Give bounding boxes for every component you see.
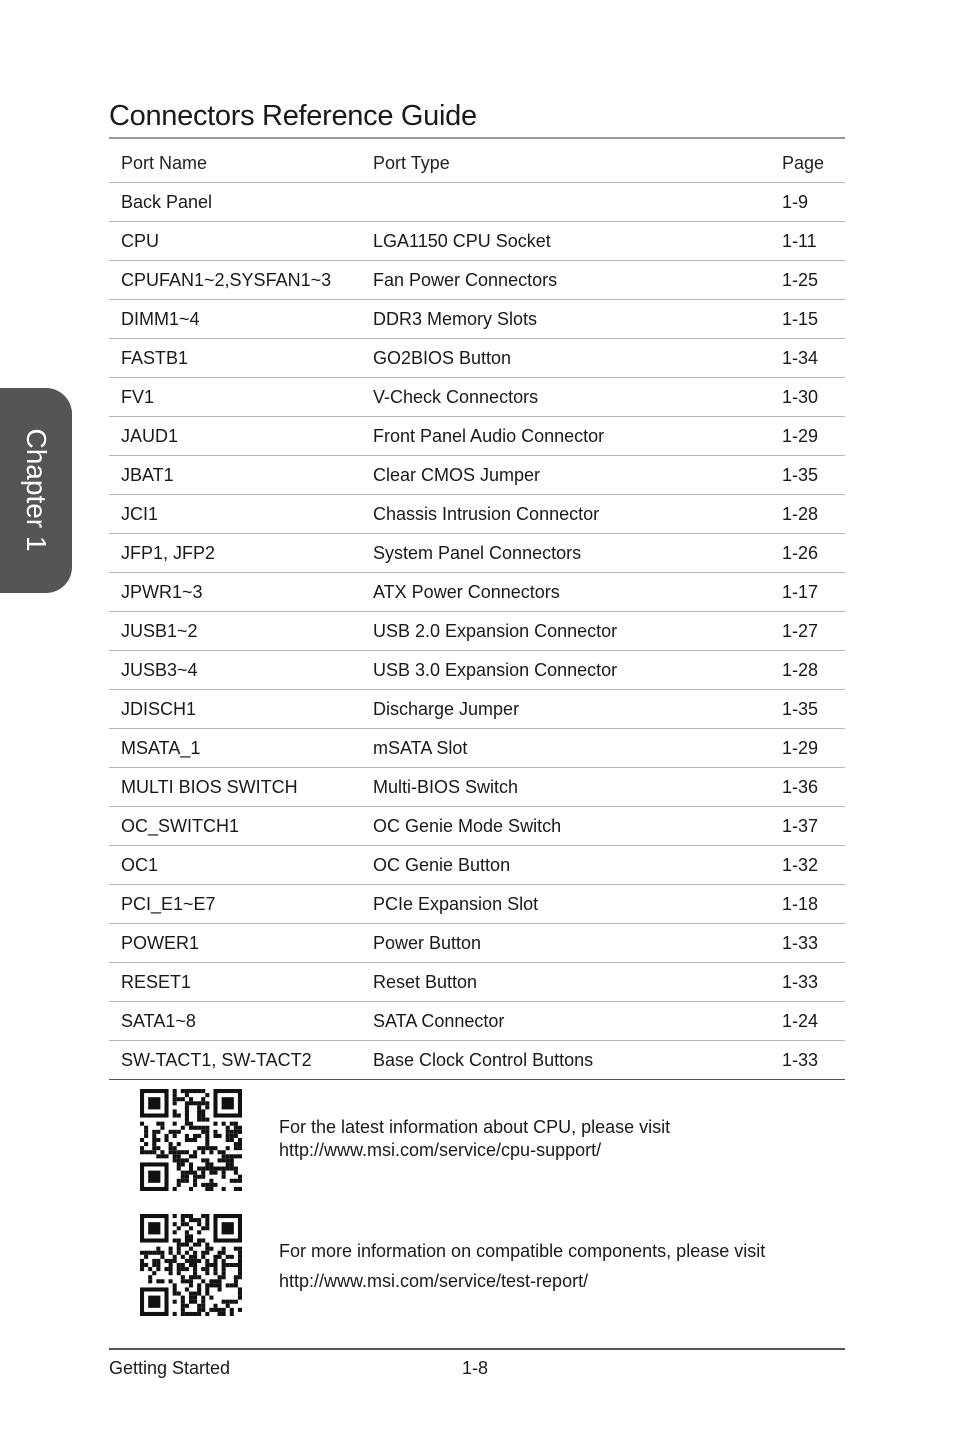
cell-page: 1-34: [770, 339, 845, 378]
header-port-name: Port Name: [121, 152, 208, 173]
cell-port-type: Clear CMOS Jumper: [361, 456, 770, 495]
cell-port-type: PCIe Expansion Slot: [361, 885, 770, 924]
cell-page: 1-17: [770, 573, 845, 612]
cell-port-name: JAUD1: [109, 417, 361, 456]
cell-port-type: Front Panel Audio Connector: [361, 417, 770, 456]
table-row: [109, 963, 845, 1002]
cell-port-name: RESET1: [109, 963, 361, 1002]
cell-page: 1-28: [770, 651, 845, 690]
table-header-row: [109, 144, 845, 183]
cell-port-type: Discharge Jumper: [361, 690, 770, 729]
table-row: [109, 807, 845, 846]
table-row: [109, 729, 845, 768]
cell-port-type: System Panel Connectors: [361, 534, 770, 573]
cell-page: 1-26: [770, 534, 845, 573]
cell-port-name: JCI1: [109, 495, 361, 534]
note-test-report: [279, 1240, 765, 1293]
table-row: [109, 339, 845, 378]
cell-port-name: OC1: [109, 846, 361, 885]
cell-port-type: Power Button: [361, 924, 770, 963]
note-text: For the latest information about CPU, please visit: [279, 1117, 671, 1137]
cell-port-name: CPU: [109, 222, 361, 261]
qr-code-icon: [140, 1089, 242, 1191]
table-row: [109, 612, 845, 651]
cell-port-name: SW-TACT1, SW-TACT2: [109, 1041, 361, 1080]
cell-port-name: JUSB1~2: [109, 612, 361, 651]
table-row: [109, 768, 845, 807]
cell-page: 1-36: [770, 768, 845, 807]
cell-page: 1-33: [770, 963, 845, 1002]
note-text: For more information on compatible components, please visit: [279, 1241, 766, 1261]
table-row: [109, 183, 845, 222]
cell-page: 1-32: [770, 846, 845, 885]
cell-port-name: PCI_E1~E7: [109, 885, 361, 924]
table-row: [109, 417, 845, 456]
cell-port-type: OC Genie Mode Switch: [361, 807, 770, 846]
connectors-table: [109, 144, 845, 1080]
cell-page: 1-29: [770, 417, 845, 456]
cell-port-name: FASTB1: [109, 339, 361, 378]
cell-page: 1-15: [770, 300, 845, 339]
cell-port-name: DIMM1~4: [109, 300, 361, 339]
table-row: [109, 1002, 845, 1041]
qr-code-icon: [140, 1214, 242, 1316]
cell-page: 1-35: [770, 456, 845, 495]
table-row: [109, 651, 845, 690]
cell-port-type: USB 2.0 Expansion Connector: [361, 612, 770, 651]
cell-port-name: JFP1, JFP2: [109, 534, 361, 573]
cell-port-type: [361, 183, 770, 222]
title-rule: [109, 137, 845, 139]
cell-port-name: MULTI BIOS SWITCH: [109, 768, 361, 807]
note-cpu-support: [279, 1116, 670, 1162]
footer-section: Getting Started: [109, 1358, 231, 1378]
table-row: [109, 456, 845, 495]
cell-port-type: Reset Button: [361, 963, 770, 1002]
cell-port-type: OC Genie Button: [361, 846, 770, 885]
cell-port-name: OC_SWITCH1: [109, 807, 361, 846]
table-row: [109, 573, 845, 612]
cell-page: 1-37: [770, 807, 845, 846]
table-row: [109, 300, 845, 339]
table-row: [109, 690, 845, 729]
cell-port-type: DDR3 Memory Slots: [361, 300, 770, 339]
cell-port-type: USB 3.0 Expansion Connector: [361, 651, 770, 690]
cell-port-type: Base Clock Control Buttons: [361, 1041, 770, 1080]
table-row: [109, 846, 845, 885]
cell-page: 1-35: [770, 690, 845, 729]
cell-port-name: MSATA_1: [109, 729, 361, 768]
table-body: [109, 183, 845, 1080]
cell-page: 1-28: [770, 495, 845, 534]
table-row: [109, 534, 845, 573]
table-row: [109, 222, 845, 261]
cell-port-type: Multi-BIOS Switch: [361, 768, 770, 807]
cell-page: 1-30: [770, 378, 845, 417]
cell-page: 1-24: [770, 1002, 845, 1041]
cell-port-name: JPWR1~3: [109, 573, 361, 612]
cell-port-type: mSATA Slot: [361, 729, 770, 768]
cell-page: 1-25: [770, 261, 845, 300]
cell-port-type: Chassis Intrusion Connector: [361, 495, 770, 534]
cell-port-type: Fan Power Connectors: [361, 261, 770, 300]
cell-port-type: GO2BIOS Button: [361, 339, 770, 378]
chapter-tab-label: Chapter 1: [21, 428, 52, 552]
cell-port-name: Back Panel: [109, 183, 361, 222]
cell-port-type: SATA Connector: [361, 1002, 770, 1041]
note-url[interactable]: http://www.msi.com/service/test-report/: [279, 1271, 589, 1291]
page-title: Connectors Reference Guide: [109, 100, 477, 132]
cell-port-name: POWER1: [109, 924, 361, 963]
cell-port-type: V-Check Connectors: [361, 378, 770, 417]
header-port-type: Port Type: [373, 152, 450, 173]
chapter-tab: [0, 388, 72, 593]
table-row: [109, 261, 845, 300]
cell-port-name: JUSB3~4: [109, 651, 361, 690]
cell-page: 1-27: [770, 612, 845, 651]
cell-port-name: SATA1~8: [109, 1002, 361, 1041]
cell-page: 1-11: [770, 222, 845, 261]
cell-page: 1-9: [770, 183, 845, 222]
table-row: [109, 1041, 845, 1080]
cell-page: 1-18: [770, 885, 845, 924]
note-url[interactable]: http://www.msi.com/service/cpu-support/: [279, 1140, 602, 1160]
table-row: [109, 924, 845, 963]
cell-page: 1-29: [770, 729, 845, 768]
header-page: Page: [782, 152, 825, 173]
cell-port-type: LGA1150 CPU Socket: [361, 222, 770, 261]
cell-port-name: JBAT1: [109, 456, 361, 495]
cell-port-name: CPUFAN1~2,SYSFAN1~3: [109, 261, 361, 300]
cell-port-name: FV1: [109, 378, 361, 417]
cell-page: 1-33: [770, 924, 845, 963]
footer-page-number: 1-8: [462, 1358, 489, 1378]
footer-rule: [109, 1348, 845, 1350]
table-row: [109, 495, 845, 534]
cell-port-name: JDISCH1: [109, 690, 361, 729]
cell-port-type: ATX Power Connectors: [361, 573, 770, 612]
cell-page: 1-33: [770, 1041, 845, 1080]
table-row: [109, 885, 845, 924]
table-row: [109, 378, 845, 417]
